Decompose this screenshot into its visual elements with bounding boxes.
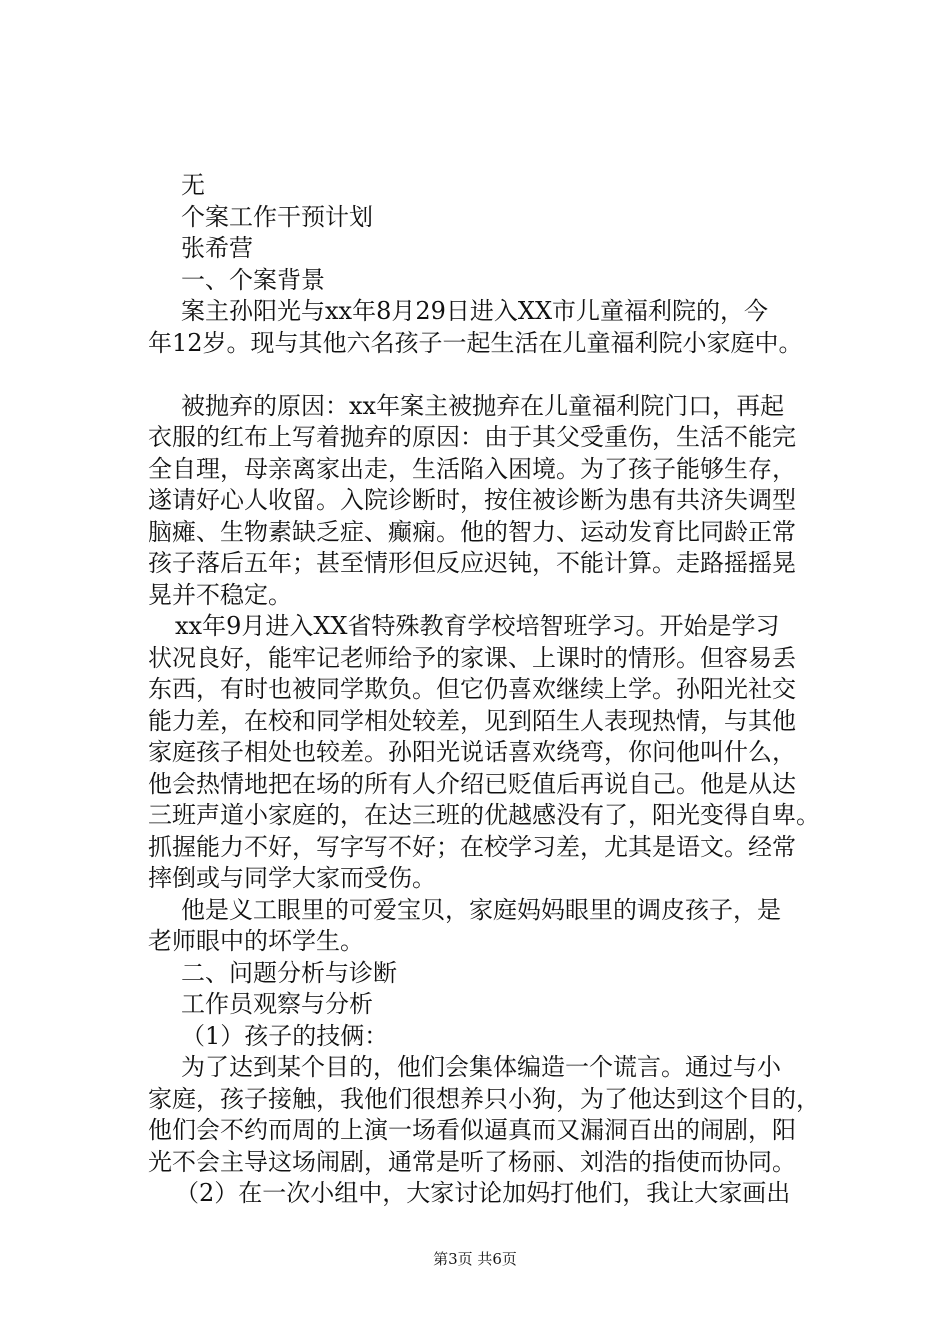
section-heading: 一、个案背景 — [181, 265, 325, 294]
page-number-footer: 第3页 共6页 — [433, 1250, 517, 1268]
paragraph-line: 能力差，在校和同学相处较差，见到陌生人表现热情，与其他 — [148, 706, 796, 735]
paragraph-line: 他会热情地把在场的所有人介绍已贬值后再说自己。他是从达 — [148, 769, 796, 798]
subsection-heading: 工作员观察与分析 — [181, 990, 373, 1018]
paragraph-line: 他们会不约而周的上演一场看似逼真而又漏洞百出的闹剧，阳 — [148, 1116, 796, 1144]
paragraph-line: 三班声道小家庭的，在达三班的优越感没有了，阳光变得自卑。 — [148, 801, 820, 829]
author-name: 张希营 — [181, 234, 253, 262]
blank-line — [148, 359, 838, 391]
paragraph-line: 脑瘫、生物素缺乏症、癫痫。他的智力、运动发育比同龄正常 — [148, 517, 796, 546]
section-heading: 二、问题分析与诊断 — [181, 958, 397, 987]
paragraph-line: 家庭，孩子接触，我他们很想养只小狗，为了他达到这个目的， — [148, 1084, 820, 1113]
paragraph-line: 晃并不稳定。 — [148, 580, 292, 609]
paragraph-line: 衣服的红布上写着抛弃的原因：由于其父受重伤，生活不能完 — [148, 423, 796, 451]
paragraph-line: 东西，有时也被同学欺负。但它仍喜欢继续上学。孙阳光社交 — [148, 675, 796, 703]
text-line: 无 — [181, 171, 205, 199]
document-body — [148, 170, 838, 1210]
paragraph-line: 被抛弃的原因：xx年案主被抛弃在儿童福利院门口，再起 — [181, 391, 785, 420]
paragraph-line: xx年9月进入XX省特殊教育学校培智班学习。开始是学习 — [175, 612, 780, 640]
paragraph-line: 孩子落后五年；甚至情形但反应迟钝，不能计算。走路摇摇晃 — [148, 549, 796, 577]
paragraph-line: 家庭孩子相处也较差。孙阳光说话喜欢绕弯，你问他叫什么， — [148, 738, 796, 766]
list-item-heading: （1）孩子的技俩： — [181, 1021, 389, 1050]
paragraph-line: 光不会主导这场闹剧，通常是听了杨丽、刘浩的指使而协同。 — [148, 1147, 796, 1176]
paragraph-line: 状况良好，能牢记老师给予的家课、上课时的情形。但容易丢 — [148, 643, 796, 672]
paragraph-line: 年12岁。现与其他六名孩子一起生活在儿童福利院小家庭中。 — [148, 328, 803, 357]
paragraph-line: 案主孙阳光与xx年8月29日进入XX市儿童福利院的，今 — [181, 297, 769, 325]
paragraph-line: 遂请好心人收留。入院诊断时，按住被诊断为患有共济失调型 — [148, 486, 796, 514]
paragraph-line: 抓握能力不好，写字写不好；在校学习差，尤其是语文。经常 — [148, 832, 796, 861]
document-title: 个案工作干预计划 — [181, 202, 373, 231]
paragraph-line: 摔倒或与同学大家而受伤。 — [148, 864, 436, 892]
paragraph-line: 全自理，母亲离家出走，生活陷入困境。为了孩子能够生存， — [148, 454, 796, 483]
paragraph-line: （2）在一次小组中，大家讨论加妈打他们，我让大家画出 — [175, 1179, 791, 1207]
paragraph-line: 他是义工眼里的可爱宝贝，家庭妈妈眼里的调皮孩子，是 — [181, 895, 781, 924]
paragraph-line: 老师眼中的坏学生。 — [148, 927, 364, 955]
paragraph-line: 为了达到某个目的，他们会集体编造一个谎言。通过与小 — [181, 1053, 781, 1081]
